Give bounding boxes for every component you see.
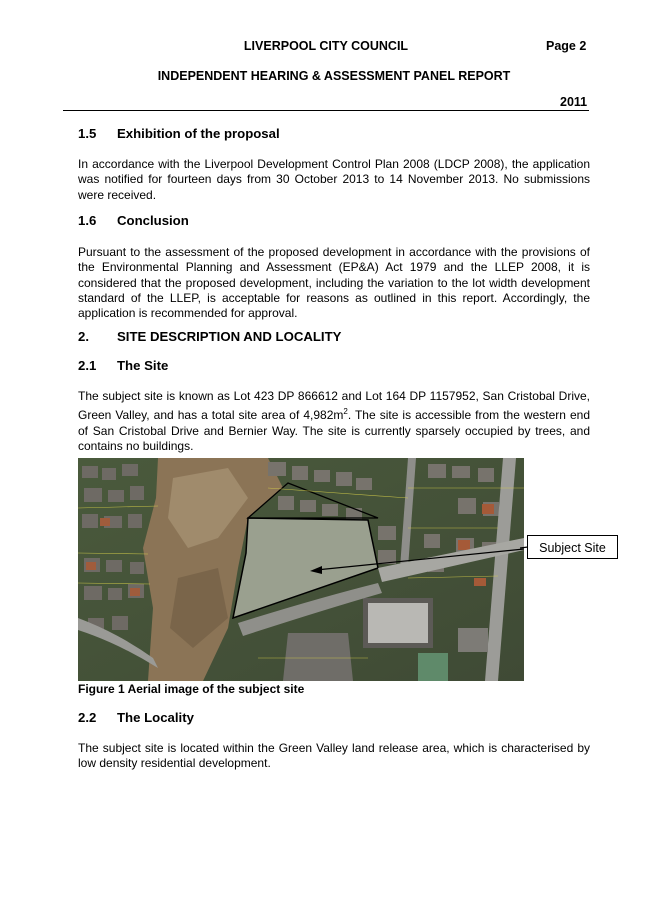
- heading-2-title: SITE DESCRIPTION AND LOCALITY: [117, 329, 342, 344]
- paragraph-2-1-superscript: 2: [343, 407, 348, 417]
- header-council: LIVERPOOL CITY COUNCIL: [243, 39, 409, 53]
- heading-1-5-number: 1.5: [78, 126, 97, 141]
- heading-1-5: [78, 126, 280, 141]
- paragraph-2-1-text-a: The subject site is known as Lot 423 DP 866612 and Lot 164 DP 1157952, San Cristobal Drive, Green Valley, and has a total site area of 4,982m: [78, 389, 590, 423]
- figure-caption: Figure 1 Aerial image of the subject site: [78, 682, 305, 696]
- header-rule: [63, 110, 589, 111]
- heading-2-1-title: The Site: [117, 358, 169, 373]
- paragraph-2-1: [78, 389, 590, 454]
- heading-1-6-number: 1.6: [78, 213, 97, 228]
- heading-1-6-title: Conclusion: [117, 213, 189, 228]
- heading-2: [78, 329, 341, 344]
- heading-2-1: [78, 358, 168, 373]
- heading-2-1-number: 2.1: [78, 358, 97, 373]
- paragraph-2-1-text-b: . The site is accessible from the western end of San Cristobal Drive and Bernier Way. The site is currently sparsely occupied by trees, and contains no buildings.: [78, 408, 591, 453]
- subject-site-callout: Subject Site: [527, 535, 618, 559]
- heading-1-6: [78, 213, 189, 228]
- heading-2-2-number: 2.2: [78, 710, 97, 725]
- aerial-image: [78, 458, 524, 681]
- heading-2-2: [78, 710, 194, 725]
- heading-2-2-title: The Locality: [117, 710, 194, 725]
- header-page-number: Page 2: [546, 39, 587, 53]
- paragraph-2-2: The subject site is located within the Green Valley land release area, which is characterised by low density residential development.: [78, 741, 590, 771]
- paragraph-1-5: In accordance with the Liverpool Development Control Plan 2008 (LDCP 2008), the application was notified for fourteen days from 30 October 2013 to 14 November 2013. No submissions were received.: [78, 157, 590, 202]
- header-year: 2011: [560, 95, 588, 109]
- heading-2-number: 2.: [78, 329, 89, 344]
- paragraph-1-6: Pursuant to the assessment of the proposed development in accordance with the provisions of the Environmental Planning and Assessment (EP&A) Act 1979 and the LLEP 2008, it is considered that the proposed development, including the variation to the lot width development standard of the LLEP, is acceptable for reasons as outlined in this report. Accordingly, the application is recommended for approval.: [78, 245, 590, 321]
- heading-1-5-title: Exhibition of the proposal: [117, 126, 280, 141]
- header-report-title: INDEPENDENT HEARING & ASSESSMENT PANEL REPORT: [157, 69, 511, 83]
